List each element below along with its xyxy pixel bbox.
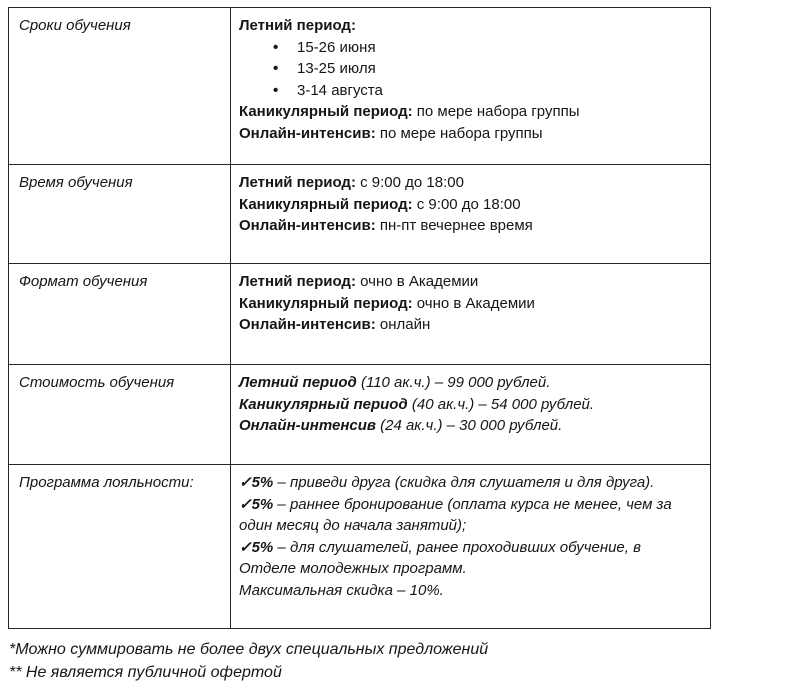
- period-line: [239, 314, 700, 336]
- discount-percent: 5%: [251, 538, 274, 556]
- row-label: Стоимость обучения: [19, 374, 175, 391]
- row-content-cell: [231, 8, 711, 165]
- discount-text: – раннее бронирование (оплата курса не менее, чем за один месяц до начала занятий);: [239, 495, 672, 534]
- course-info-table: [8, 7, 711, 629]
- row-content-cell: [231, 165, 711, 264]
- row-content-cell: [231, 264, 711, 365]
- footnotes: [9, 638, 800, 684]
- checkmark-icon: ✓: [239, 538, 252, 556]
- discount-text: – приведи друга (скидка для слушателя и для друга).: [273, 474, 655, 491]
- period-label: Каникулярный период: [239, 395, 408, 413]
- discount-line: [239, 537, 700, 580]
- period-label: Онлайн-интенсив: [239, 417, 376, 434]
- period-line: [239, 215, 700, 237]
- date-range: 15-26 июня: [297, 38, 376, 56]
- row-label: Формат обучения: [19, 273, 148, 290]
- period-line: [239, 271, 700, 293]
- checkmark-icon: ✓: [239, 495, 252, 513]
- row-label: Сроки обучения: [19, 17, 131, 34]
- period-label: Онлайн-интенсив:: [239, 316, 376, 333]
- max-discount-line: [239, 580, 700, 602]
- list-item: [239, 80, 700, 102]
- price-line: [239, 415, 700, 437]
- table-row-terms: [9, 8, 711, 165]
- period-value: с 9:00 до 18:00: [412, 195, 521, 213]
- row-label-cell: [9, 365, 231, 465]
- period-value: очно в Академии: [355, 273, 479, 290]
- footnote-offer-disclaimer: ** Не является публичной офертой: [9, 664, 282, 681]
- checkmark-icon: ✓: [239, 474, 252, 491]
- period-value: онлайн: [375, 316, 431, 333]
- date-range: 3-14 августа: [297, 81, 383, 99]
- period-value: с 9:00 до 18:00: [355, 174, 464, 191]
- period-value: по мере набора группы: [375, 124, 543, 142]
- price-line: [239, 372, 700, 394]
- period-line: [239, 101, 700, 123]
- row-content-cell: [231, 465, 711, 629]
- discount-line: [239, 494, 700, 537]
- period-line: [239, 172, 700, 194]
- row-label: Программа лояльности:: [19, 474, 194, 491]
- row-content-cell: [231, 365, 711, 465]
- period-label: Каникулярный период:: [239, 103, 413, 120]
- period-value: пн-пт вечернее время: [375, 217, 533, 234]
- period-label: Летний период:: [239, 273, 356, 290]
- price-value: (24 ак.ч.) – 30 000 рублей.: [375, 417, 563, 434]
- max-discount-text: Максимальная скидка – 10%.: [239, 581, 444, 599]
- discount-percent: 5%: [251, 495, 274, 513]
- period-label: Онлайн-интенсив:: [239, 217, 376, 234]
- discount-percent: 5%: [251, 474, 274, 491]
- discount-line: [239, 472, 700, 494]
- period-value: очно в Академии: [412, 294, 535, 312]
- row-label-cell: [9, 8, 231, 165]
- period-label: Каникулярный период:: [239, 294, 413, 312]
- period-line: [239, 293, 700, 315]
- list-item: [239, 37, 700, 59]
- row-label-cell: [9, 264, 231, 365]
- row-label-cell: [9, 465, 231, 629]
- table-row-format: [9, 264, 711, 365]
- period-line: [239, 15, 700, 37]
- period-label: Каникулярный период:: [239, 195, 413, 213]
- period-label: Летний период:: [239, 174, 356, 191]
- discount-text: – для слушателей, ранее проходивших обучение, в Отделе молодежных программ.: [239, 538, 641, 577]
- row-label: Время обучения: [19, 174, 133, 191]
- list-item: [239, 58, 700, 80]
- date-range: 13-25 июля: [297, 60, 376, 77]
- table-row-schedule: [9, 165, 711, 264]
- period-line: [239, 194, 700, 216]
- price-value: (110 ак.ч.) – 99 000 рублей.: [356, 374, 551, 391]
- price-line: [239, 394, 700, 416]
- table-row-price: [9, 365, 711, 465]
- table-row-loyalty: [9, 465, 711, 629]
- period-label: Онлайн-интенсив:: [239, 124, 376, 142]
- period-label: Летний период:: [239, 17, 356, 34]
- period-value: по мере набора группы: [412, 103, 580, 120]
- period-line: [239, 123, 700, 145]
- row-label-cell: [9, 165, 231, 264]
- period-label: Летний период: [239, 374, 357, 391]
- price-value: (40 ак.ч.) – 54 000 рублей.: [407, 395, 595, 413]
- footnote-sum-rule: *Можно суммировать не более двух специальных предложений: [9, 641, 489, 658]
